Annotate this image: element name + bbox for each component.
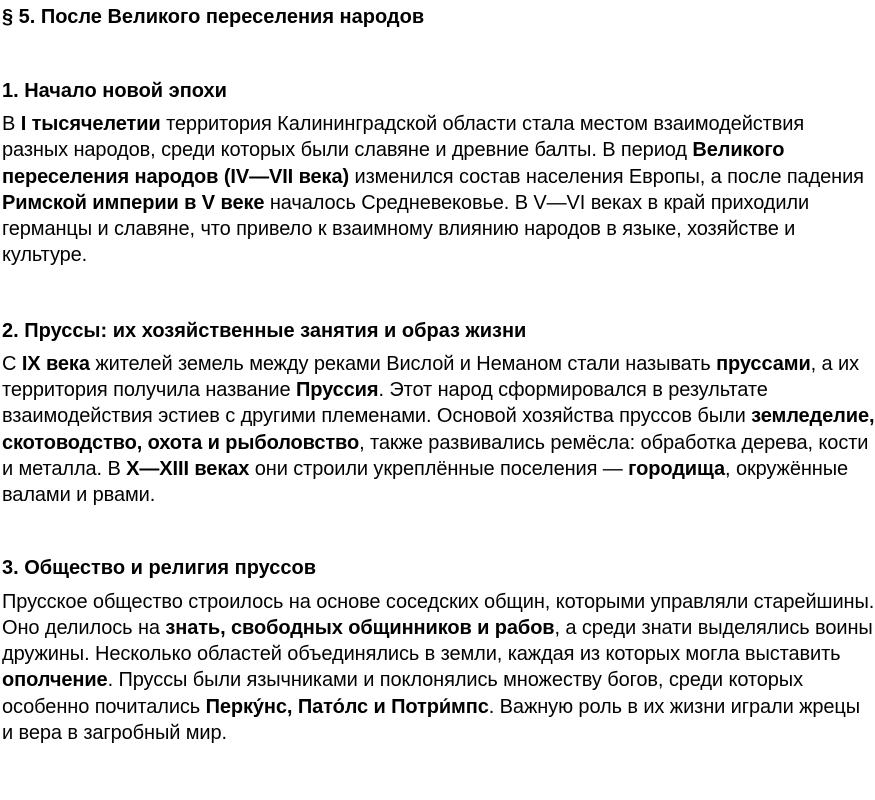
paragraph-text: территория Калининградской области стала местом взаимодействия разных народов, среди которых были славяне и древние балты. В период xyxy=(2,113,805,162)
highlighted-term: земледелие, скотоводство, охота и рыболовство xyxy=(2,405,875,454)
highlighted-term: Римской империи в V веке xyxy=(2,191,265,214)
highlighted-term: X—XIII веках xyxy=(126,457,250,480)
paragraph-text: . Важную роль в их жизни играли жрецы и вера в загробный мир. xyxy=(2,695,861,745)
paragraph-text: , окружённые валами и рвами. xyxy=(2,457,849,507)
highlighted-term: пруссами xyxy=(716,352,811,375)
section-paragraph-prussians-life xyxy=(2,351,875,509)
paragraph-text: С xyxy=(2,352,22,375)
paragraph-text: , также развивались ремёсла: обработка дерева, кости и металла. В xyxy=(2,431,869,480)
section-paragraph-society-religion xyxy=(2,589,875,747)
paragraph-text: изменился состав населения Европы, а после падения xyxy=(349,165,864,188)
paragraph-text: жителей земель между реками Вислой и Неманом стали называть xyxy=(89,352,717,375)
section-heading-new-era: 1. Начало новой эпохи xyxy=(2,80,227,102)
section-heading-society-religion: 3. Общество и религия пруссов xyxy=(2,556,317,579)
paragraph-text: Прусское общество строилось на основе соседских общин, которыми управляли старейшины. Оно делилось на xyxy=(2,590,875,639)
highlighted-term: знать, свободных общинников и рабов xyxy=(165,616,555,639)
highlighted-term: Великого переселения народов (IV—VII века) xyxy=(2,139,785,188)
section-paragraph-new-era xyxy=(2,111,875,269)
paragraph-text: . Этот народ сформировался в результате взаимодействия эстиев с другими племенами. Основой хозяйства пруссов были xyxy=(2,379,768,428)
highlighted-term: городища xyxy=(628,457,726,480)
paragraph-text: началось Средневековье. В V—VI веках в край приходили германцы и славяне, что привело к взаимному влиянию народов в языке, хозяйстве и культуре. xyxy=(2,191,810,267)
highlighted-term: Перку́нс, Пато́лс и Потри́мпс xyxy=(205,695,489,718)
paragraph-text: они строили укреплённые поселения — xyxy=(249,457,629,480)
section-heading-prussians-life: 2. Пруссы: их хозяйственные занятия и образ жизни xyxy=(2,319,527,342)
highlighted-term: IX века xyxy=(21,352,90,375)
highlighted-term: Пруссия xyxy=(295,379,379,402)
paragraph-text: , а их территория получила название xyxy=(2,352,860,402)
document-title: § 5. После Великого переселения народов xyxy=(2,6,425,28)
paragraph-text: , а среди знати выделялись воины дружины. Несколько областей объединялись в земли, каждая из которых могла выставить xyxy=(2,616,873,666)
highlighted-term: ополчение xyxy=(2,669,108,692)
paragraph-text: . Пруссы были язычниками и поклонялись множеству богов, среди которых особенно почитались xyxy=(2,669,803,718)
highlighted-term: I тысячелетии xyxy=(20,113,161,135)
paragraph-text: В xyxy=(2,113,21,135)
